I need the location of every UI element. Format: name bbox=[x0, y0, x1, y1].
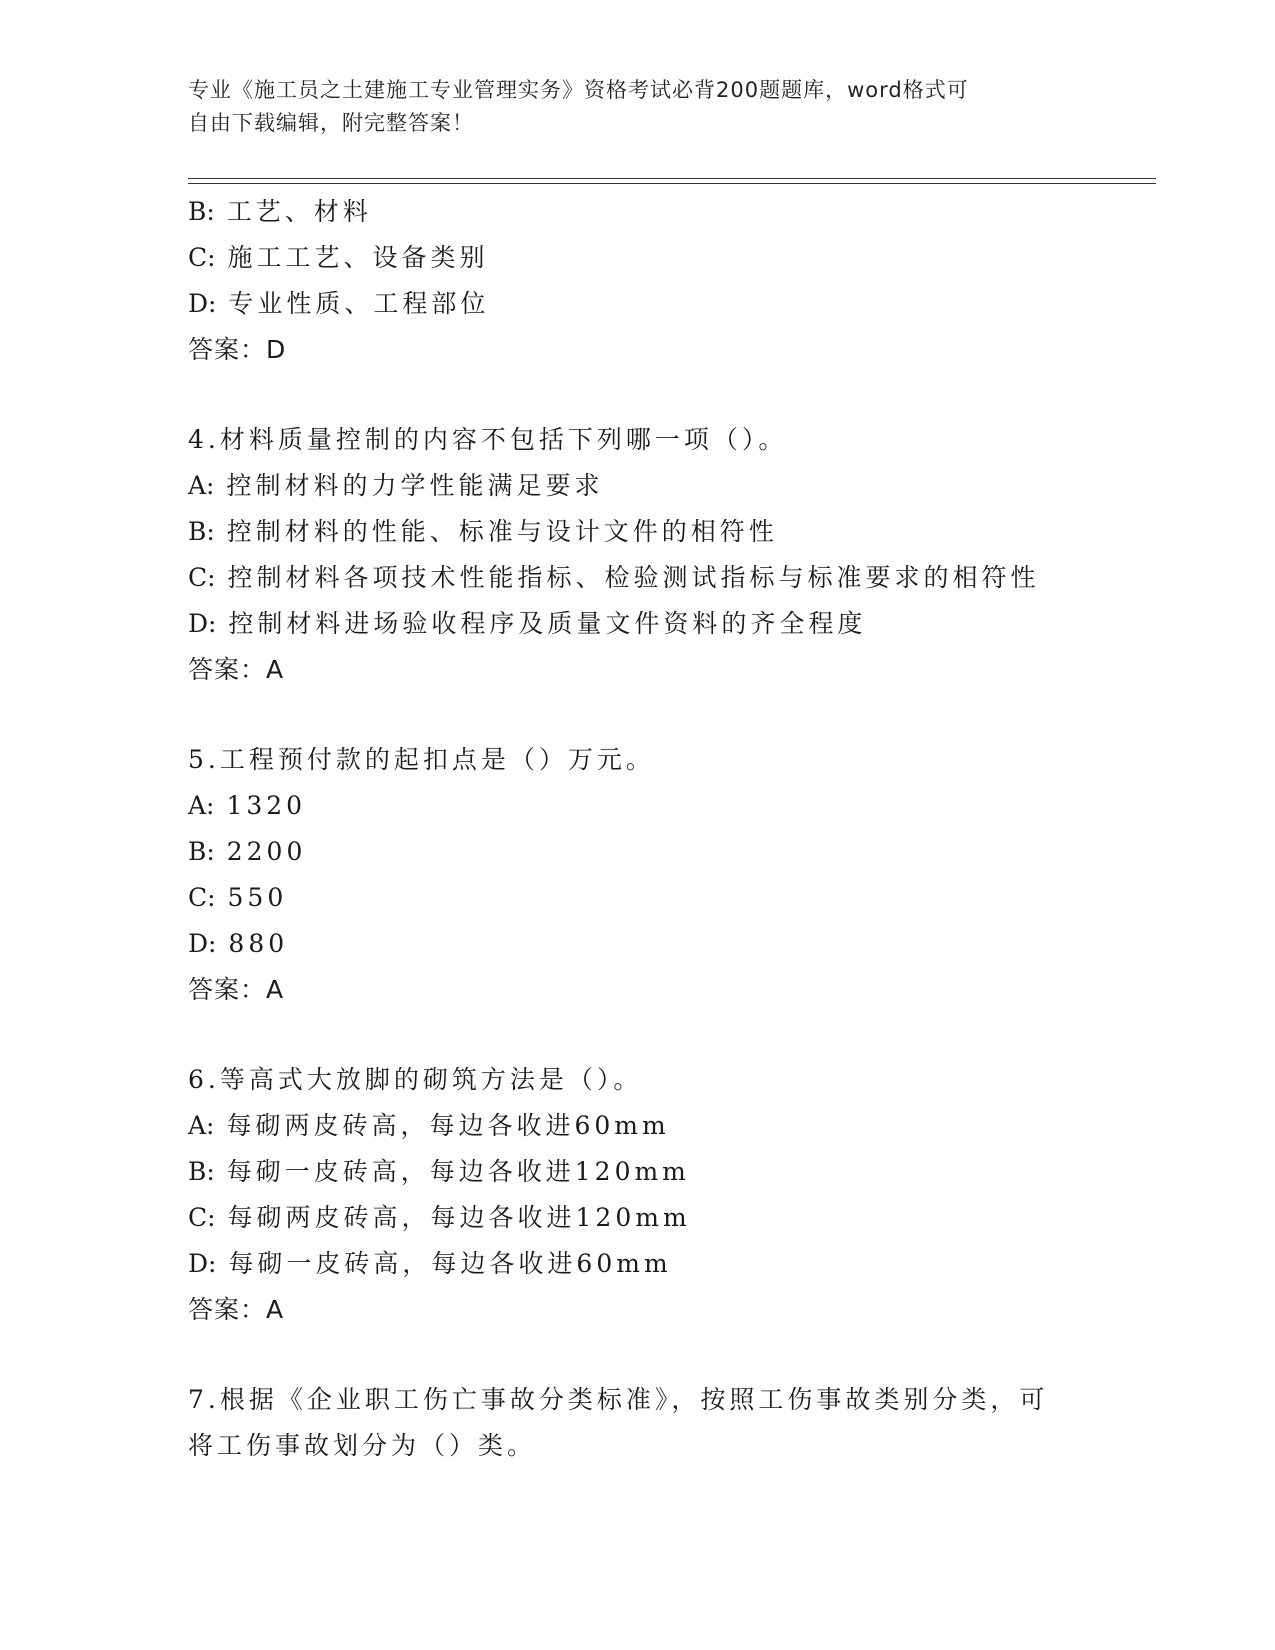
option-c: C: 每砌两皮砖高，每边各收进120mm bbox=[188, 1203, 691, 1232]
option-b: B: 工艺、材料 bbox=[188, 197, 372, 226]
spacer bbox=[188, 693, 1128, 737]
question-title: 4.材料质量控制的内容不包括下列哪一项（）。 bbox=[188, 425, 788, 454]
answer-line: 答案：A bbox=[188, 1295, 285, 1324]
question-title-line-2: 将工伤事故划分为（）类。 bbox=[188, 1431, 537, 1460]
spacer bbox=[188, 1013, 1128, 1057]
question-title-line-1: 7.根据《企业职工伤亡事故分类标准》，按照工伤事故类别分类，可 bbox=[188, 1385, 1049, 1414]
option-d: D: 每砌一皮砖高，每边各收进60mm bbox=[188, 1249, 672, 1278]
question-block-5 bbox=[188, 737, 1128, 1013]
spacer bbox=[188, 373, 1128, 417]
option-d: D: 880 bbox=[188, 929, 289, 958]
option-c: C: 施工工艺、设备类别 bbox=[188, 243, 489, 272]
option-d: D: 专业性质、工程部位 bbox=[188, 289, 490, 318]
option-c: C: 控制材料各项技术性能指标、检验测试指标与标准要求的相符性 bbox=[188, 563, 1040, 592]
header-rule-top bbox=[188, 178, 1156, 179]
page-header bbox=[188, 74, 1068, 140]
answer-line: 答案：D bbox=[188, 335, 287, 364]
question-block-prev bbox=[188, 189, 1128, 373]
answer-line: 答案：A bbox=[188, 975, 285, 1004]
answer-line: 答案：A bbox=[188, 655, 285, 684]
question-title: 6.等高式大放脚的砌筑方法是（）。 bbox=[188, 1065, 643, 1094]
header-line-1: 专业《施工员之土建施工专业管理实务》资格考试必背200题题库，word格式可 bbox=[188, 78, 969, 102]
header-line-2: 自由下载编辑，附完整答案！ bbox=[188, 111, 474, 135]
header-rule-bottom bbox=[188, 183, 1156, 184]
option-c: C: 550 bbox=[188, 883, 288, 912]
question-title: 5.工程预付款的起扣点是（）万元。 bbox=[188, 745, 655, 774]
question-block-4 bbox=[188, 417, 1128, 693]
option-b: B: 2200 bbox=[188, 837, 307, 866]
question-block-7 bbox=[188, 1377, 1128, 1469]
option-a: A: 1320 bbox=[188, 791, 307, 820]
question-block-6 bbox=[188, 1057, 1128, 1333]
option-b: B: 每砌一皮砖高，每边各收进120mm bbox=[188, 1157, 690, 1186]
option-a: A: 每砌两皮砖高，每边各收进60mm bbox=[188, 1111, 670, 1140]
option-a: A: 控制材料的力学性能满足要求 bbox=[188, 471, 604, 500]
option-d: D: 控制材料进场验收程序及质量文件资料的齐全程度 bbox=[188, 609, 867, 638]
spacer bbox=[188, 1333, 1128, 1377]
question-content bbox=[188, 189, 1128, 1469]
option-b: B: 控制材料的性能、标准与设计文件的相符性 bbox=[188, 517, 778, 546]
